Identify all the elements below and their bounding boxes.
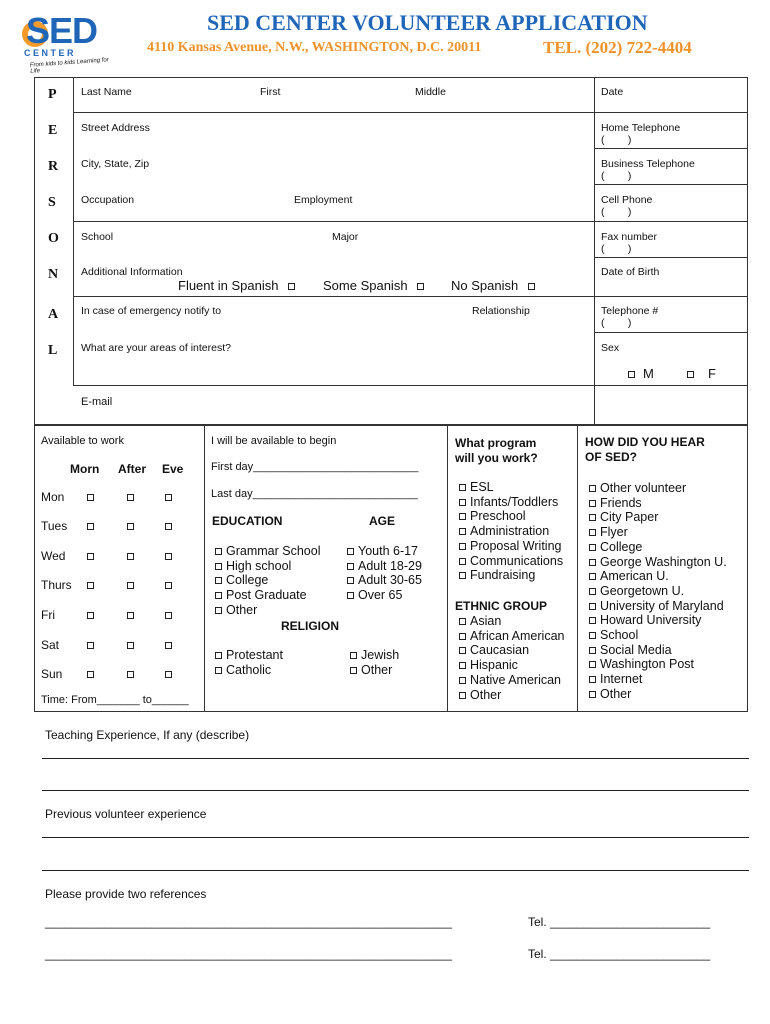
- female-label: F: [708, 366, 716, 381]
- list-item-label: High school: [226, 558, 292, 573]
- dob-label[interactable]: Date of Birth: [601, 266, 660, 278]
- list-item-label: Preschool: [470, 509, 526, 524]
- list-item[interactable]: [589, 496, 727, 511]
- list-item-label: Protestant: [226, 648, 283, 662]
- list-item-label: Infants/Toddlers: [470, 494, 559, 509]
- list-item[interactable]: [215, 663, 283, 678]
- list-item[interactable]: [589, 613, 727, 628]
- checkbox-icon[interactable]: [127, 612, 134, 619]
- checkbox-icon[interactable]: [87, 642, 94, 649]
- checkbox-icon[interactable]: [288, 283, 295, 290]
- checkbox-icon[interactable]: [589, 603, 596, 610]
- list-item[interactable]: [589, 657, 727, 672]
- checkbox-icon[interactable]: [350, 667, 357, 674]
- list-item[interactable]: [459, 554, 563, 569]
- last-name-label[interactable]: Last Name: [81, 86, 132, 98]
- list-item-label: Over 65: [358, 588, 403, 603]
- checkbox-icon[interactable]: [215, 563, 222, 570]
- logo: [18, 10, 118, 75]
- list-item-label: African American: [470, 628, 565, 643]
- checkbox-icon[interactable]: [459, 647, 466, 654]
- logo-main: SED: [26, 10, 98, 51]
- checkbox-icon[interactable]: [589, 647, 596, 654]
- checkbox-icon[interactable]: [459, 692, 466, 699]
- checkbox-icon[interactable]: [459, 528, 466, 535]
- list-item-label: Other volunteer: [600, 481, 687, 495]
- education-title: EDUCATION: [212, 514, 283, 528]
- sex-male-option[interactable]: [628, 366, 654, 381]
- checkbox-icon[interactable]: [347, 563, 354, 570]
- list-item-label: Other: [600, 686, 632, 701]
- checkbox-icon[interactable]: [459, 572, 466, 579]
- list-item[interactable]: [589, 687, 727, 702]
- checkbox-icon[interactable]: [215, 667, 222, 674]
- checkbox-icon[interactable]: [687, 371, 694, 378]
- reference-line-1[interactable]: _____________________________________________________________: [45, 915, 453, 929]
- list-item[interactable]: [459, 658, 564, 673]
- list-item-label: Communications: [470, 553, 564, 568]
- employment-label[interactable]: Employment: [294, 194, 353, 206]
- checkbox-icon[interactable]: [589, 529, 596, 536]
- list-item-label: Friends: [600, 495, 642, 510]
- cell-paren: ( ): [601, 206, 632, 218]
- fluent-spanish-option[interactable]: [178, 278, 299, 293]
- list-item[interactable]: [347, 559, 422, 574]
- previous-line-1[interactable]: [42, 837, 749, 838]
- day-label: Sun: [41, 667, 63, 681]
- list-item-label: Grammar School: [226, 544, 321, 558]
- checkbox-icon[interactable]: [165, 612, 172, 619]
- last-day-field[interactable]: Last day___________________________: [211, 488, 418, 500]
- age-list: [347, 544, 422, 603]
- col-eve: Eve: [162, 462, 184, 476]
- middle-name-label[interactable]: Middle: [415, 86, 446, 98]
- references-label: Please provide two references: [45, 887, 207, 901]
- list-item-label: City Paper: [600, 510, 659, 525]
- checkbox-icon[interactable]: [87, 523, 94, 530]
- checkbox-icon[interactable]: [87, 494, 94, 501]
- list-item-label: Internet: [600, 672, 643, 687]
- list-item[interactable]: [589, 540, 727, 555]
- checkbox-icon[interactable]: [459, 499, 466, 506]
- checkbox-icon[interactable]: [165, 582, 172, 589]
- list-item[interactable]: [589, 599, 727, 614]
- some-spanish-option[interactable]: [323, 278, 428, 293]
- time-range[interactable]: Time: From_______ to______: [41, 694, 189, 706]
- checkbox-icon[interactable]: [215, 652, 222, 659]
- list-item-label: Other: [470, 687, 502, 702]
- list-item[interactable]: [589, 584, 727, 599]
- side-letter: S: [48, 195, 56, 210]
- begin-title: I will be available to begin: [211, 435, 337, 447]
- checkbox-icon[interactable]: [589, 514, 596, 521]
- day-label: Fri: [41, 608, 55, 622]
- checkbox-icon[interactable]: [87, 553, 94, 560]
- checkbox-icon[interactable]: [459, 543, 466, 550]
- heard-title-1: HOW DID YOU HEAR: [585, 435, 705, 449]
- home-tel-label[interactable]: Home Telephone: [601, 122, 681, 134]
- day-label: Tues: [41, 519, 68, 533]
- side-letter: L: [48, 343, 58, 358]
- checkbox-icon[interactable]: [87, 582, 94, 589]
- fax-paren: ( ): [601, 243, 632, 255]
- program-list: [459, 480, 563, 583]
- col-morn: Morn: [70, 462, 100, 476]
- list-item-label: Adult 30-65: [358, 573, 422, 588]
- list-item[interactable]: [459, 688, 564, 703]
- checkbox-icon[interactable]: [165, 553, 172, 560]
- list-item-label: Jewish: [361, 648, 400, 662]
- list-item-label: Proposal Writing: [470, 538, 562, 553]
- list-item[interactable]: [215, 648, 283, 663]
- checkbox-icon[interactable]: [87, 612, 94, 619]
- telephone: TEL. (202) 722-4404: [543, 38, 692, 57]
- checkbox-icon[interactable]: [589, 559, 596, 566]
- major-label[interactable]: Major: [332, 231, 359, 243]
- no-spanish-label: No Spanish: [451, 278, 519, 293]
- list-item[interactable]: [347, 588, 422, 603]
- list-item[interactable]: [459, 643, 564, 658]
- list-item[interactable]: [459, 568, 563, 583]
- checkbox-icon[interactable]: [127, 494, 134, 501]
- program-title-1: What program: [455, 436, 537, 450]
- checkbox-icon[interactable]: [215, 592, 222, 599]
- checkbox-icon[interactable]: [589, 588, 596, 595]
- list-item[interactable]: [459, 673, 564, 688]
- emergency-telephone-label[interactable]: Telephone #: [601, 305, 659, 317]
- home-tel-paren: ( ): [601, 134, 632, 146]
- checkbox-icon[interactable]: [165, 523, 172, 530]
- checkbox-icon[interactable]: [215, 607, 222, 614]
- checkbox-icon[interactable]: [215, 577, 222, 584]
- checkbox-icon[interactable]: [127, 642, 134, 649]
- side-letter: A: [48, 307, 59, 322]
- additional-label[interactable]: Additional Information: [81, 266, 183, 278]
- checkbox-icon[interactable]: [589, 632, 596, 639]
- logo-tagline: From kids to kids Learning for Life: [29, 57, 109, 75]
- list-item[interactable]: [350, 663, 399, 678]
- day-label: Wed: [41, 549, 66, 563]
- religion-left-list: [215, 648, 283, 677]
- checkbox-icon[interactable]: [528, 283, 535, 290]
- list-item-label: Asian: [470, 614, 502, 628]
- list-item[interactable]: [350, 648, 399, 663]
- list-item-label: Youth 6-17: [358, 544, 419, 558]
- list-item[interactable]: [347, 544, 422, 559]
- list-item[interactable]: [459, 524, 563, 539]
- list-item[interactable]: [459, 614, 564, 629]
- side-letter: P: [48, 87, 57, 102]
- business-tel-paren: ( ): [601, 170, 632, 182]
- list-item[interactable]: [459, 495, 563, 510]
- list-item[interactable]: [589, 510, 727, 525]
- side-letter: E: [48, 123, 58, 138]
- list-item-label: Howard University: [600, 613, 702, 628]
- list-item[interactable]: [589, 555, 727, 570]
- checkbox-icon[interactable]: [87, 671, 94, 678]
- list-item-label: Georgetown U.: [600, 583, 685, 598]
- checkbox-icon[interactable]: [459, 618, 466, 625]
- list-item[interactable]: [215, 559, 320, 574]
- checkbox-icon[interactable]: [459, 677, 466, 684]
- list-item-label: Other: [226, 602, 258, 617]
- checkbox-icon[interactable]: [165, 494, 172, 501]
- cell-label[interactable]: Cell Phone: [601, 194, 653, 206]
- list-item[interactable]: [589, 672, 727, 687]
- checkbox-icon[interactable]: [589, 661, 596, 668]
- checkbox-icon[interactable]: [127, 671, 134, 678]
- list-item[interactable]: [459, 539, 563, 554]
- list-item[interactable]: [589, 628, 727, 643]
- list-item-label: Caucasian: [470, 643, 530, 658]
- street-label[interactable]: Street Address: [81, 122, 150, 134]
- interests-label[interactable]: What are your areas of interest?: [81, 342, 231, 354]
- list-item-label: Native American: [470, 672, 562, 687]
- list-item-label: College: [600, 539, 643, 554]
- teaching-label: Teaching Experience, If any (describe): [45, 728, 250, 742]
- email-label[interactable]: E-mail: [81, 396, 113, 408]
- checkbox-icon[interactable]: [459, 513, 466, 520]
- checkbox-icon[interactable]: [127, 582, 134, 589]
- first-name-label[interactable]: First: [260, 86, 281, 98]
- checkbox-icon[interactable]: [347, 592, 354, 599]
- checkbox-icon[interactable]: [127, 523, 134, 530]
- reference-line-2[interactable]: _____________________________________________________________: [45, 947, 453, 961]
- list-item-label: University of Maryland: [600, 598, 724, 613]
- checkbox-icon[interactable]: [589, 676, 596, 683]
- list-item-label: Adult 18-29: [358, 558, 422, 573]
- checkbox-icon[interactable]: [350, 652, 357, 659]
- day-label: Mon: [41, 490, 65, 504]
- list-item[interactable]: [215, 588, 320, 603]
- checkbox-icon[interactable]: [127, 553, 134, 560]
- fax-label[interactable]: Fax number: [601, 231, 658, 243]
- checkbox-icon[interactable]: [347, 548, 354, 555]
- no-spanish-option[interactable]: [451, 278, 539, 293]
- first-day-field[interactable]: First day___________________________: [211, 461, 419, 473]
- day-label: Thurs: [41, 578, 72, 592]
- reference-tel-2[interactable]: Tel. ________________________: [528, 947, 711, 961]
- sex-female-option[interactable]: [687, 366, 716, 381]
- checkbox-icon[interactable]: [165, 642, 172, 649]
- business-tel-label[interactable]: Business Telephone: [601, 158, 695, 170]
- sex-label[interactable]: Sex: [601, 342, 620, 354]
- col-after: After: [118, 462, 147, 476]
- list-item-label: Post Graduate: [226, 588, 307, 603]
- list-item-label: George Washington U.: [600, 554, 727, 569]
- religion-title: RELIGION: [281, 619, 340, 633]
- list-item[interactable]: [589, 569, 727, 584]
- relationship-label[interactable]: Relationship: [472, 305, 530, 317]
- side-letter: R: [48, 159, 59, 174]
- list-item[interactable]: [589, 525, 727, 540]
- previous-line-2[interactable]: [42, 870, 749, 871]
- list-item-label: Social Media: [600, 642, 672, 657]
- checkbox-icon[interactable]: [459, 484, 466, 491]
- ethnic-title: ETHNIC GROUP: [455, 599, 548, 613]
- list-item-label: Washington Post: [600, 657, 695, 672]
- list-item-label: Administration: [470, 524, 550, 539]
- checkbox-icon[interactable]: [589, 573, 596, 580]
- checkbox-icon[interactable]: [589, 617, 596, 624]
- list-item-label: Catholic: [226, 662, 272, 677]
- logo-sub: C E N T E R: [24, 48, 74, 58]
- emergency-label[interactable]: In case of emergency notify to: [81, 305, 222, 317]
- available-title: Available to work: [41, 435, 124, 447]
- emergency-tel-paren: ( ): [601, 317, 632, 329]
- male-label: M: [643, 366, 654, 381]
- list-item-label: College: [226, 573, 269, 588]
- list-item[interactable]: [459, 480, 563, 495]
- list-item[interactable]: [589, 481, 727, 496]
- list-item-label: Hispanic: [470, 658, 518, 673]
- list-item-label: Other: [361, 662, 393, 677]
- checkbox-icon[interactable]: [589, 485, 596, 492]
- some-spanish-label: Some Spanish: [323, 278, 408, 293]
- checkbox-icon[interactable]: [347, 577, 354, 584]
- list-item[interactable]: [215, 573, 320, 588]
- checkbox-icon[interactable]: [589, 500, 596, 507]
- side-letter: O: [48, 231, 59, 246]
- occupation-label[interactable]: Occupation: [81, 194, 135, 206]
- checkbox-icon[interactable]: [589, 691, 596, 698]
- checkbox-icon[interactable]: [215, 548, 222, 555]
- date-label[interactable]: Date: [601, 86, 624, 98]
- education-list: [215, 544, 320, 618]
- day-label: Sat: [41, 638, 60, 652]
- city-label[interactable]: City, State, Zip: [81, 158, 150, 170]
- list-item[interactable]: [215, 603, 320, 618]
- list-item[interactable]: [589, 643, 727, 658]
- religion-right-list: [350, 648, 399, 677]
- list-item[interactable]: [347, 573, 422, 588]
- teaching-line-1[interactable]: [42, 758, 749, 759]
- checkbox-icon[interactable]: [165, 671, 172, 678]
- checkbox-icon[interactable]: [459, 633, 466, 640]
- checkbox-icon[interactable]: [459, 662, 466, 669]
- heard-title-2: OF SED?: [585, 450, 638, 464]
- address: 4110 Kansas Avenue, N.W., WASHINGTON, D.C. 20011: [147, 40, 482, 55]
- list-item-label: Fundraising: [470, 568, 536, 583]
- list-item-label: Flyer: [600, 525, 628, 540]
- school-label[interactable]: School: [81, 231, 114, 243]
- age-title: AGE: [369, 514, 396, 528]
- reference-tel-1[interactable]: Tel. ________________________: [528, 915, 711, 929]
- list-item-label: School: [600, 628, 639, 643]
- page-title: SED CENTER VOLUNTEER APPLICATION: [207, 10, 648, 35]
- side-letter: N: [48, 267, 59, 282]
- list-item[interactable]: [459, 629, 564, 644]
- program-title-2: will you work?: [455, 451, 538, 465]
- checkbox-icon[interactable]: [459, 558, 466, 565]
- heard-list: [589, 481, 727, 702]
- checkbox-icon[interactable]: [417, 283, 424, 290]
- list-item-label: American U.: [600, 569, 669, 584]
- checkbox-icon[interactable]: [589, 544, 596, 551]
- previous-label: Previous volunteer experience: [45, 807, 207, 821]
- list-item-label: ESL: [470, 480, 494, 494]
- checkbox-icon[interactable]: [628, 371, 635, 378]
- list-item[interactable]: [459, 509, 563, 524]
- fluent-spanish-label: Fluent in Spanish: [178, 278, 279, 293]
- ethnic-list: [459, 614, 564, 702]
- list-item[interactable]: [215, 544, 320, 559]
- teaching-line-2[interactable]: [42, 790, 749, 791]
